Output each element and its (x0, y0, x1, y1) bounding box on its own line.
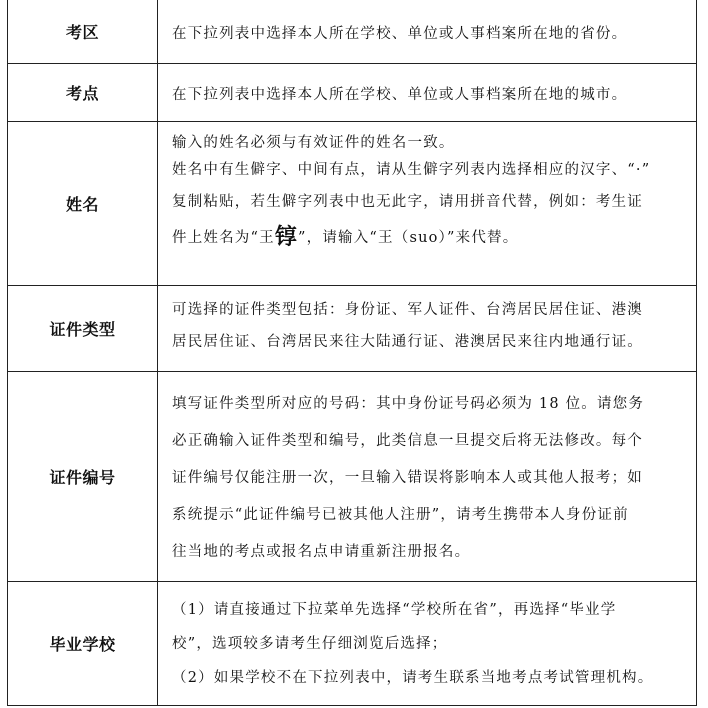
description-line: 居民居住证、台湾居民来往大陆通行证、港澳居民来往内地通行证。 (172, 334, 643, 350)
field-description-graduate-school (158, 582, 696, 705)
description-line: （2）如果学校不在下拉列表中，请考生联系当地考点考试管理机构。 (172, 670, 654, 686)
field-label-exam-region: 考区 (8, 0, 158, 63)
description-line-example (172, 220, 684, 255)
field-description-name (158, 122, 696, 285)
table-row-name (7, 122, 697, 286)
description-line: 在下拉列表中选择本人所在学校、单位或人事档案所在地的城市。 (172, 87, 628, 103)
table-row-exam-region (7, 0, 697, 64)
description-line: 姓名中有生僻字、中间有点，请从生僻字列表内选择相应的汉字、“·” (172, 162, 651, 178)
field-label-name: 姓名 (8, 122, 158, 285)
table-row-id-number (7, 372, 697, 582)
description-line: 系统提示“此证件编号已被其他人注册”，请考生携带本人身份证前 (172, 507, 629, 523)
description-line: 证件编号仅能注册一次，一旦输入错误将影响本人或其他人报考；如 (172, 470, 643, 486)
description-line: 在下拉列表中选择本人所在学校、单位或人事档案所在地的省份。 (172, 26, 628, 42)
description-line: 必正确输入证件类型和编号，此类信息一旦提交后将无法修改。每个 (172, 433, 643, 449)
example-rare-character: 𬭚 (274, 224, 299, 250)
example-suffix: ”，请输入“王（suo）”来代替。 (298, 230, 519, 246)
field-description-exam-region (158, 0, 696, 63)
description-line: 校”，选项较多请考生仔细浏览后选择； (172, 636, 448, 652)
table-row-id-type (7, 286, 697, 372)
field-description-exam-site (158, 64, 696, 121)
table-row-graduate-school (7, 582, 697, 706)
field-description-id-number (158, 372, 696, 581)
description-line: 复制粘贴，若生僻字列表中也无此字，请用拼音代替，例如：考生证 (172, 194, 643, 210)
description-line: 可选择的证件类型包括：身份证、军人证件、台湾居民居住证、港澳 (172, 302, 643, 318)
field-label-exam-site: 考点 (8, 64, 158, 121)
description-line: （1）请直接通过下拉菜单先选择“学校所在省”，再选择“毕业学 (172, 602, 617, 618)
table-row-exam-site (7, 64, 697, 122)
description-line: 填写证件类型所对应的号码：其中身份证号码必须为 18 位。请您务 (172, 396, 645, 412)
field-description-id-type (158, 286, 696, 371)
field-label-graduate-school: 毕业学校 (8, 582, 158, 705)
field-label-id-number: 证件编号 (8, 372, 158, 581)
example-prefix: 件上姓名为“王 (172, 230, 275, 246)
field-label-id-type: 证件类型 (8, 286, 158, 371)
description-line: 往当地的考点或报名点申请重新注册报名。 (172, 544, 471, 560)
description-line: 输入的姓名必须与有效证件的姓名一致。 (172, 135, 455, 151)
